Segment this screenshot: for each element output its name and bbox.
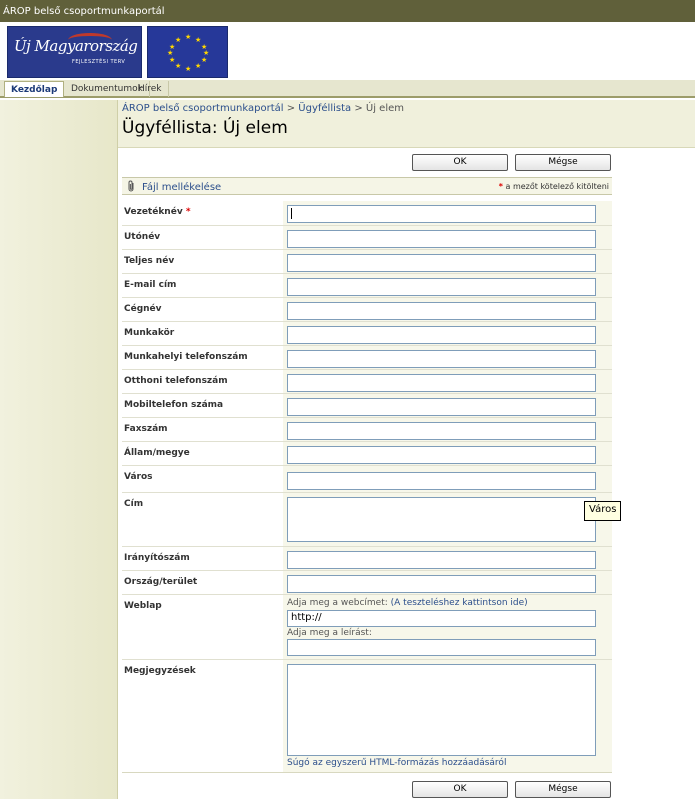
title-area bbox=[118, 100, 695, 148]
field-label: Cégnév bbox=[124, 304, 162, 314]
eu-star-icon: ★ bbox=[195, 62, 202, 70]
notes-textarea[interactable] bbox=[287, 664, 596, 756]
eu-star-icon: ★ bbox=[169, 56, 176, 64]
field-row-country bbox=[122, 571, 612, 595]
webpage-desc-input[interactable] bbox=[287, 639, 596, 656]
field-row-first-name bbox=[122, 226, 612, 250]
email-input[interactable] bbox=[287, 278, 596, 296]
new-item-form bbox=[122, 201, 612, 772]
job-title-input[interactable] bbox=[287, 326, 596, 344]
field-row-work-phone bbox=[122, 346, 612, 370]
webpage-url-hint bbox=[287, 598, 528, 608]
field-label: E-mail cím bbox=[124, 280, 177, 290]
attach-file-link[interactable]: Fájl mellékelése bbox=[142, 182, 222, 193]
webpage-desc-hint: Adja meg a leírást: bbox=[287, 628, 372, 638]
field-label: Teljes név bbox=[124, 256, 175, 266]
field-label: Faxszám bbox=[124, 424, 168, 434]
page-title: Ügyféllista: Új elem bbox=[122, 118, 288, 138]
first-name-input[interactable] bbox=[287, 230, 596, 248]
field-row-company bbox=[122, 298, 612, 322]
logo-text: Új Magyarország bbox=[14, 37, 138, 55]
breadcrumb-list-link[interactable]: Ügyféllista bbox=[298, 103, 352, 114]
field-label bbox=[124, 207, 284, 217]
field-row-full-name bbox=[122, 250, 612, 274]
tab-kezdolap[interactable]: Kezdőlap bbox=[4, 81, 64, 97]
required-star: * bbox=[498, 182, 503, 191]
eu-star-icon: ★ bbox=[195, 36, 202, 44]
home-phone-input[interactable] bbox=[287, 374, 596, 392]
field-label: Mobiltelefon száma bbox=[124, 400, 224, 410]
field-label: Ország/terület bbox=[124, 577, 198, 587]
url-hint-text: Adja meg a webcímet: bbox=[287, 598, 388, 608]
field-label: Város bbox=[124, 472, 153, 482]
eu-star-icon: ★ bbox=[167, 49, 174, 57]
eu-star-icon: ★ bbox=[201, 56, 208, 64]
field-row-zip bbox=[122, 547, 612, 571]
country-input[interactable] bbox=[287, 575, 596, 593]
webpage-url-input[interactable]: http:// bbox=[287, 610, 596, 627]
field-label: Munkakör bbox=[124, 328, 175, 338]
required-note-text: a mezőt kötelező kitölteni bbox=[505, 182, 609, 191]
breadcrumb-site-link[interactable]: ÁROP belső csoportmunkaportál bbox=[122, 103, 284, 114]
field-label: Otthoni telefonszám bbox=[124, 376, 228, 386]
field-row-notes bbox=[122, 660, 612, 772]
eu-star-icon: ★ bbox=[203, 49, 210, 57]
test-url-link[interactable]: (A teszteléshez kattintson ide) bbox=[390, 598, 528, 608]
field-label: Irányítószám bbox=[124, 553, 190, 563]
field-row-webpage bbox=[122, 595, 612, 660]
eu-star-icon: ★ bbox=[175, 36, 182, 44]
field-label: Állam/megye bbox=[124, 448, 190, 458]
mobile-input[interactable] bbox=[287, 398, 596, 416]
field-label: Weblap bbox=[124, 601, 162, 611]
city-input[interactable] bbox=[287, 472, 596, 490]
field-label: Megjegyzések bbox=[124, 666, 196, 676]
state-input[interactable] bbox=[287, 446, 596, 464]
field-row-last-name bbox=[122, 201, 612, 226]
ok-button-top[interactable]: OK bbox=[412, 154, 508, 171]
app-title: ÁROP belső csoportmunkaportál bbox=[3, 6, 165, 17]
full-name-input[interactable] bbox=[287, 254, 596, 272]
field-row-fax bbox=[122, 418, 612, 442]
ok-button-bottom[interactable]: OK bbox=[412, 781, 508, 798]
breadcrumb bbox=[122, 103, 404, 114]
field-label-text: Vezetéknév bbox=[124, 207, 183, 217]
html-help-link[interactable]: Súgó az egyszerű HTML-formázás hozzáadásáról bbox=[287, 758, 507, 768]
eu-star-icon: ★ bbox=[169, 43, 176, 51]
logo-subtext: FEJLESZTÉSI TERV bbox=[72, 59, 126, 65]
uj-magyarorszag-logo[interactable] bbox=[7, 26, 142, 78]
text-caret bbox=[291, 208, 292, 219]
header bbox=[0, 22, 695, 80]
field-label: Munkahelyi telefonszám bbox=[124, 352, 248, 362]
fax-input[interactable] bbox=[287, 422, 596, 440]
field-row-email bbox=[122, 274, 612, 298]
attach-toolbar bbox=[122, 177, 612, 195]
tooltip: Város bbox=[584, 501, 621, 521]
top-nav-tabs bbox=[0, 80, 695, 98]
eu-star-icon: ★ bbox=[175, 62, 182, 70]
breadcrumb-separator: > bbox=[283, 103, 299, 114]
eu-star-icon: ★ bbox=[185, 65, 192, 73]
zip-input[interactable] bbox=[287, 551, 596, 569]
field-label: Utónév bbox=[124, 232, 161, 242]
field-row-mobile bbox=[122, 394, 612, 418]
work-phone-input[interactable] bbox=[287, 350, 596, 368]
field-label: Cím bbox=[124, 499, 144, 509]
paperclip-icon[interactable] bbox=[127, 180, 136, 195]
breadcrumb-current: Új elem bbox=[365, 103, 405, 114]
app-title-bar bbox=[0, 0, 695, 22]
tab-dokumentumok[interactable]: Dokumentumok bbox=[65, 81, 150, 97]
breadcrumb-separator: > bbox=[351, 103, 366, 114]
form-bottom-divider bbox=[122, 772, 612, 773]
field-row-city bbox=[122, 466, 612, 493]
required-note bbox=[499, 182, 609, 191]
eu-star-icon: ★ bbox=[201, 43, 208, 51]
cancel-button-top[interactable]: Mégse bbox=[515, 154, 611, 171]
tab-hirek[interactable]: Hírek bbox=[132, 81, 169, 97]
cancel-button-bottom[interactable]: Mégse bbox=[515, 781, 611, 798]
required-star: * bbox=[185, 207, 191, 217]
left-navigation bbox=[0, 100, 118, 799]
company-input[interactable] bbox=[287, 302, 596, 320]
field-row-state bbox=[122, 442, 612, 466]
eu-star-icon: ★ bbox=[185, 33, 192, 41]
field-row-job-title bbox=[122, 322, 612, 346]
field-row-home-phone bbox=[122, 370, 612, 394]
eu-flag-logo bbox=[147, 26, 228, 78]
field-row-address bbox=[122, 493, 612, 547]
last-name-input[interactable] bbox=[287, 205, 596, 223]
address-textarea[interactable] bbox=[287, 497, 596, 542]
